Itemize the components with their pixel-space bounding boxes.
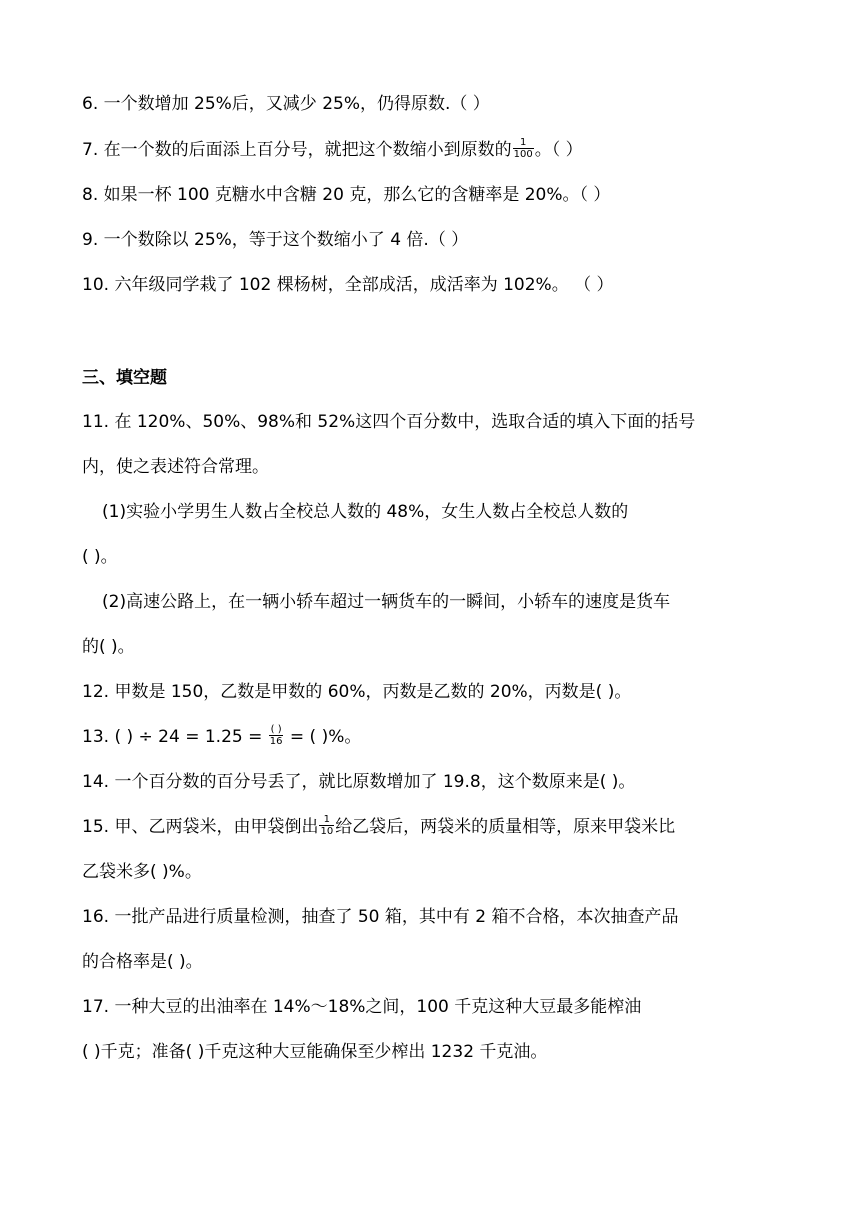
section-title-fill-in: 三、填空题: [82, 368, 167, 388]
q11-line1: 11. 在 120%、50%、98%和 52%这四个百分数中，选取合适的填入下面的括号: [82, 412, 696, 432]
q11-sub1-line1: (1)实验小学男生人数占全校总人数的 48%，女生人数占全校总人数的: [102, 502, 629, 522]
q15-line2: 乙袋米多( )%。: [82, 862, 202, 882]
q11-sub2-line2: 的( )。: [82, 637, 135, 657]
q15-text-pre: 15. 甲、乙两袋米，由甲袋倒出: [82, 817, 319, 837]
q13-text-post: = ( )%。: [284, 727, 362, 747]
judge-question-6: 6. 一个数增加 25%后，又减少 25%，仍得原数.（ ）: [82, 94, 490, 114]
q17-line2: ( )千克；准备( )千克这种大豆能确保至少榨出 1232 千克油。: [82, 1042, 548, 1062]
q15-line1: [82, 815, 675, 839]
fraction-1-100: [513, 137, 534, 160]
q11-sub1-line2: ( )。: [82, 547, 118, 567]
fraction-denominator: 16: [269, 735, 283, 747]
q14: 14. 一个百分数的百分号丢了，就比原数增加了 19.8，这个数原来是( )。: [82, 772, 636, 792]
q11-line2: 内，使之表述符合常理。: [82, 457, 269, 477]
fraction-blank-16: [269, 724, 284, 747]
q7-text-pre: 7. 在一个数的后面添上百分号，就把这个数缩小到原数的: [82, 140, 512, 160]
q17-line1: 17. 一种大豆的出油率在 14%～18%之间，100 千克这种大豆最多能榨油: [82, 997, 642, 1017]
fraction-numerator: 1: [513, 137, 534, 149]
fraction-denominator: 10: [320, 825, 334, 837]
q12: 12. 甲数是 150，乙数是甲数的 60%，丙数是乙数的 20%，丙数是( )。: [82, 682, 632, 702]
q16-line2: 的合格率是( )。: [82, 952, 203, 972]
fraction-numerator: ( ): [270, 723, 282, 735]
judge-question-8: 8. 如果一杯 100 克糖水中含糖 20 克，那么它的含糖率是 20%。（ ）: [82, 185, 611, 205]
judge-question-7: [82, 138, 583, 162]
q7-text-post: 。（ ）: [534, 140, 583, 160]
q11-sub2-line1: (2)高速公路上，在一辆小轿车超过一辆货车的一瞬间，小轿车的速度是货车: [102, 592, 671, 612]
q13: [82, 725, 361, 749]
fraction-numerator: 1: [319, 814, 334, 826]
fraction-1-10: [319, 814, 334, 837]
judge-question-9: 9. 一个数除以 25%，等于这个数缩小了 4 倍.（ ）: [82, 230, 469, 250]
q15-text-post: 给乙袋后，两袋米的质量相等，原来甲袋米比: [335, 817, 676, 837]
judge-question-10: 10. 六年级同学栽了 102 棵杨树，全部成活，成活率为 102%。 （ ）: [82, 275, 614, 295]
fraction-denominator: 100: [513, 148, 533, 160]
q16-line1: 16. 一批产品进行质量检测，抽查了 50 箱，其中有 2 箱不合格，本次抽查产品: [82, 907, 679, 927]
q13-text-pre: 13. ( ) ÷ 24 = 1.25 =: [82, 727, 268, 747]
